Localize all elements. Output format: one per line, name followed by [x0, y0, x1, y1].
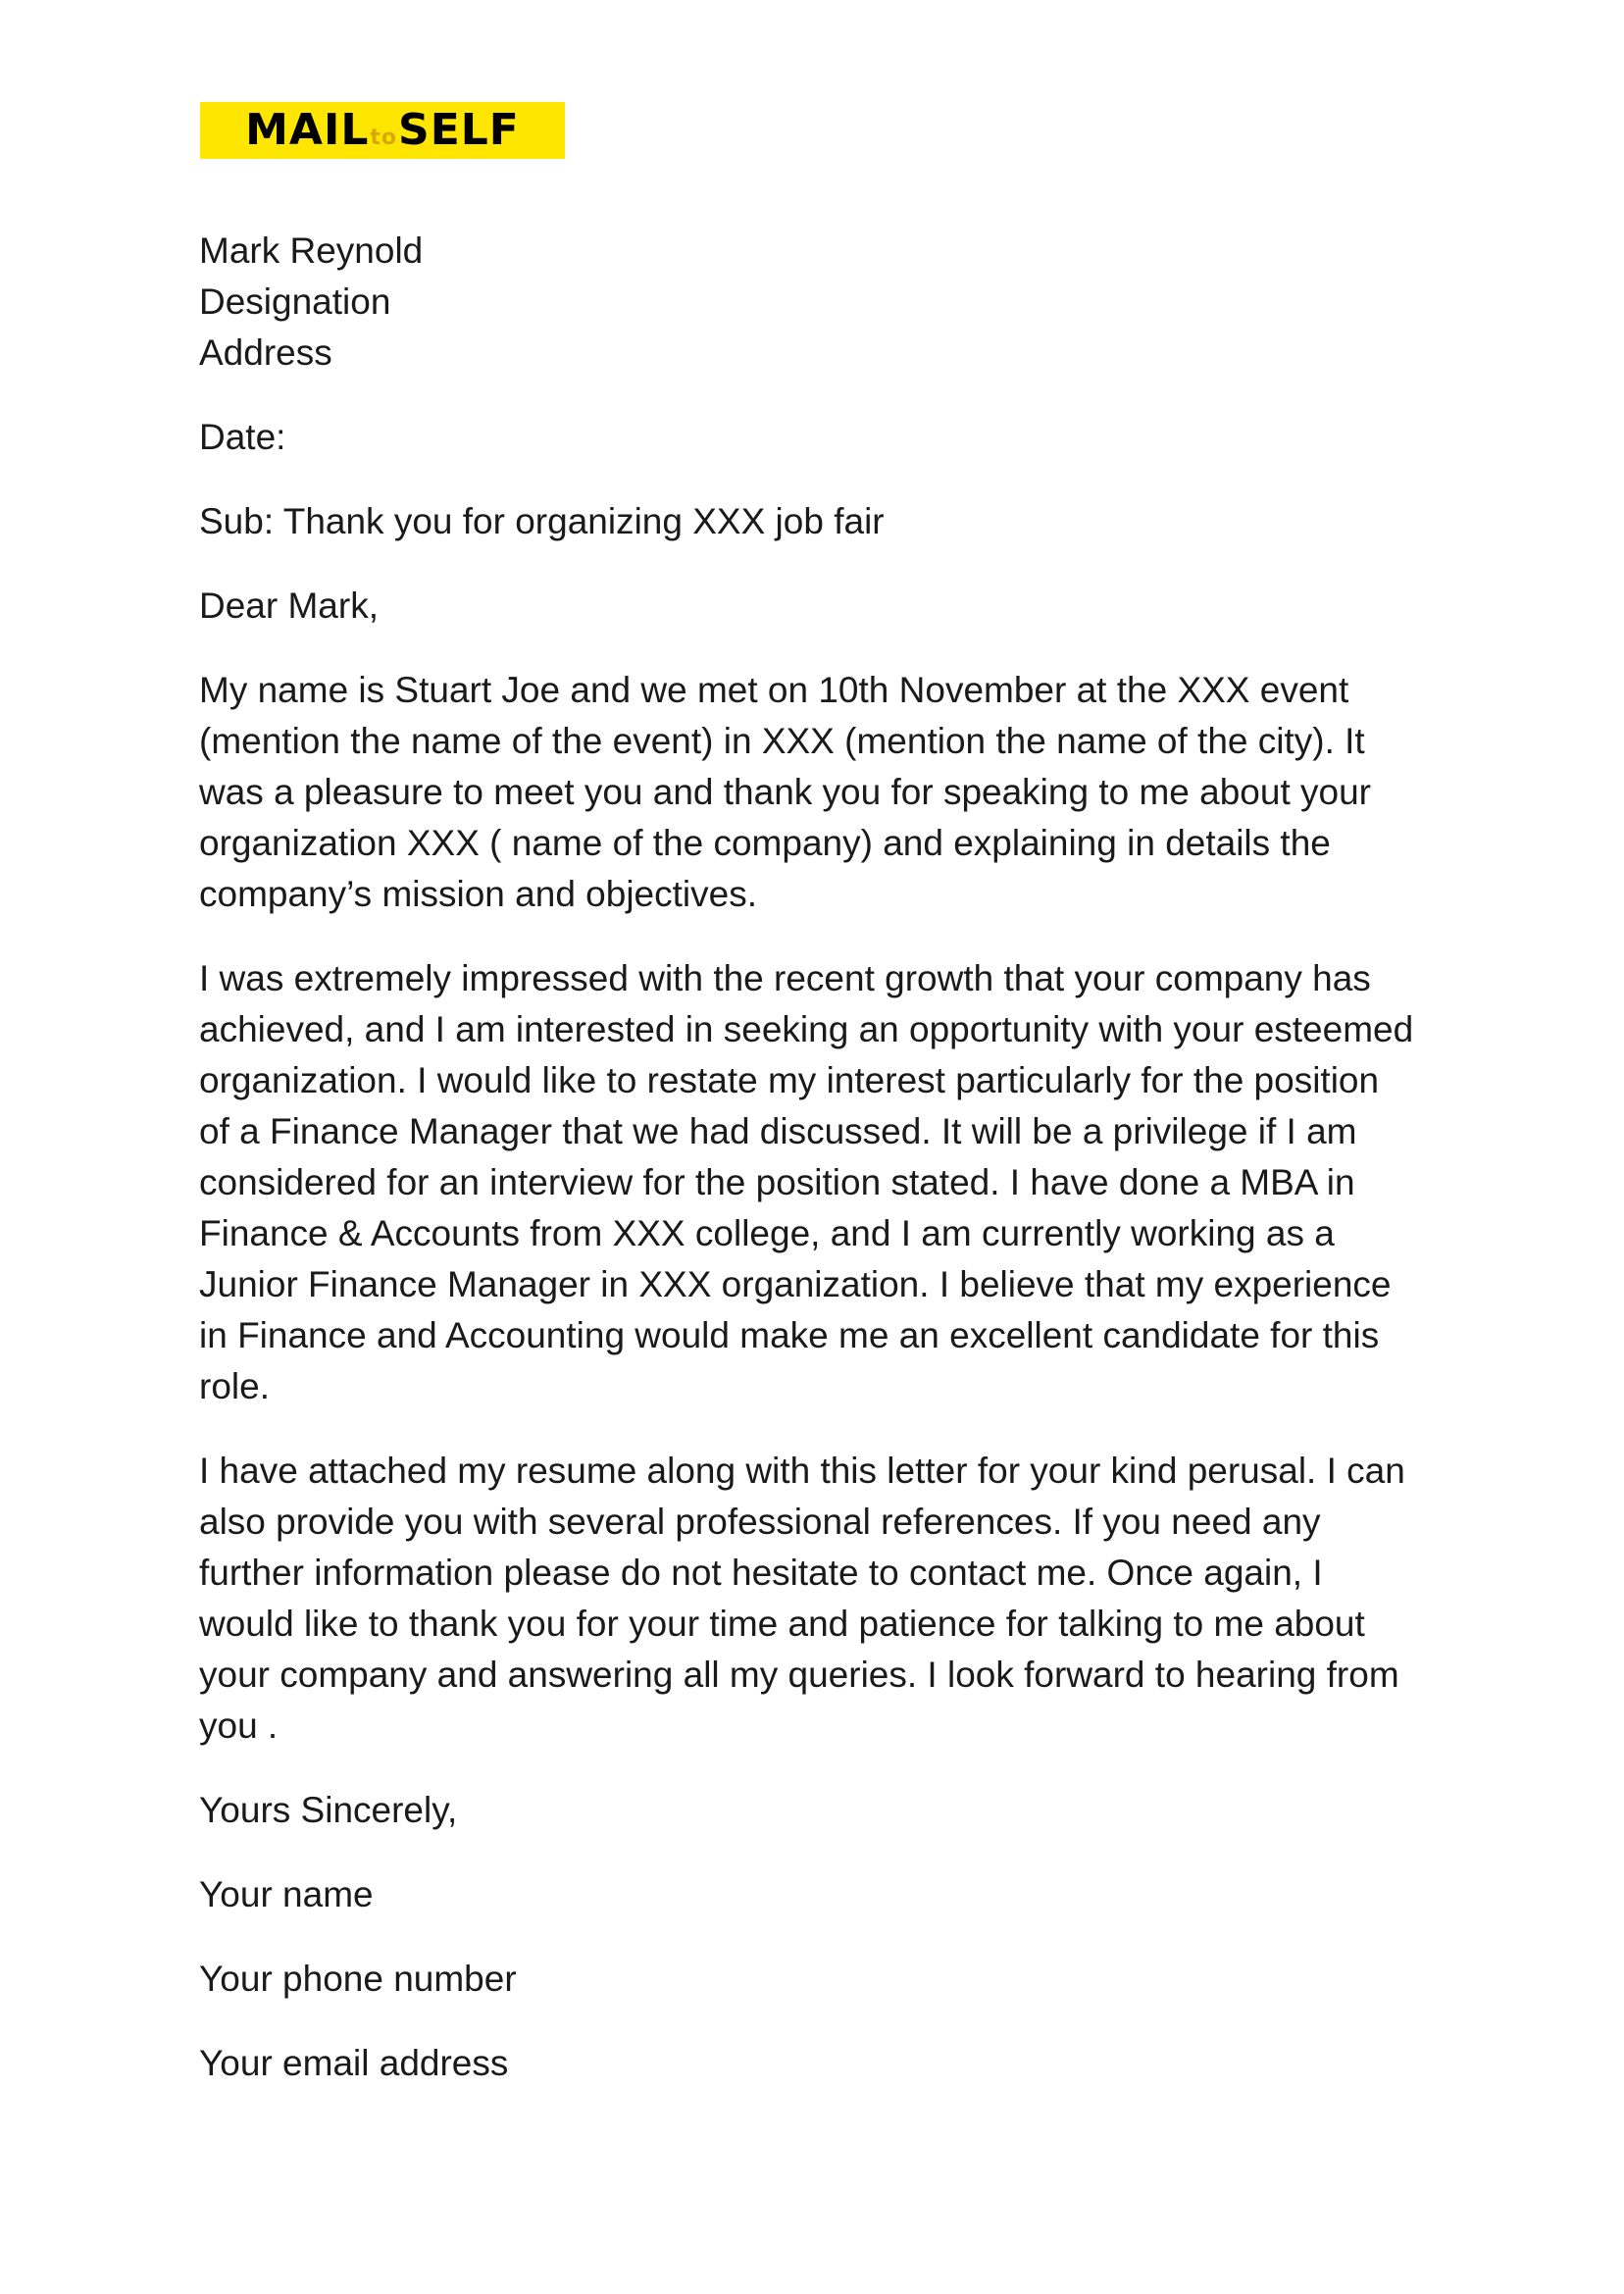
date-line: Date:: [199, 417, 286, 457]
sender-name: Your name: [199, 1874, 374, 1914]
paragraph-line: of a Finance Manager that we had discussed. It will be a privilege if I am: [199, 1111, 1357, 1151]
paragraph-line: role.: [199, 1366, 270, 1406]
mailtoself-logo: [200, 102, 565, 159]
recipient-address: Address: [199, 332, 332, 373]
letter-body: [199, 226, 1445, 2089]
logo-text: MAILtoSELF: [245, 105, 520, 155]
paragraph-line: also provide you with several professional references. If you need any: [199, 1502, 1321, 1542]
paragraph-line: I have attached my resume along with this letter for your kind perusal. I can: [199, 1451, 1405, 1491]
sender-email: Your email address: [199, 2043, 509, 2083]
paragraph-line: considered for an interview for the position stated. I have done a MBA in: [199, 1162, 1355, 1202]
paragraph-line: was a pleasure to meet you and thank you for speaking to me about your: [199, 772, 1372, 812]
closing-line: Yours Sincerely,: [199, 1790, 458, 1830]
paragraph-line: My name is Stuart Joe and we met on 10th November at the XXX event: [199, 670, 1349, 710]
paragraph-line: achieved, and I am interested in seeking an opportunity with your esteemed: [199, 1009, 1414, 1049]
paragraph-line: I was extremely impressed with the recent growth that your company has: [199, 958, 1371, 998]
recipient-block: [199, 226, 1445, 379]
subject-line: Sub: Thank you for organizing XXX job fair: [199, 501, 885, 541]
paragraph-line: Junior Finance Manager in XXX organization. I believe that my experience: [199, 1264, 1392, 1304]
paragraph-closing: [199, 1446, 1445, 1752]
paragraph-line: (mention the name of the event) in XXX (mention the name of the city). It: [199, 721, 1365, 761]
paragraph-line: you .: [199, 1706, 279, 1746]
paragraph-intro: [199, 665, 1445, 920]
paragraph-line: company’s mission and objectives.: [199, 874, 757, 914]
sender-phone: Your phone number: [199, 1959, 517, 1999]
paragraph-line: would like to thank you for your time and patience for talking to me about: [199, 1604, 1365, 1644]
paragraph-line: organization. I would like to restate my interest particularly for the position: [199, 1060, 1380, 1100]
paragraph-line: your company and answering all my queries. I look forward to hearing from: [199, 1655, 1399, 1695]
paragraph-interest: [199, 953, 1445, 1412]
recipient-name: Mark Reynold: [199, 230, 424, 271]
paragraph-line: Finance & Accounts from XXX college, and I am currently working as a: [199, 1213, 1335, 1253]
salutation: Dear Mark,: [199, 586, 379, 626]
paragraph-line: further information please do not hesitate to contact me. Once again, I: [199, 1553, 1323, 1593]
recipient-designation: Designation: [199, 281, 391, 322]
paragraph-line: organization XXX ( name of the company) and explaining in details the: [199, 823, 1331, 863]
paragraph-line: in Finance and Accounting would make me an excellent candidate for this: [199, 1315, 1380, 1355]
